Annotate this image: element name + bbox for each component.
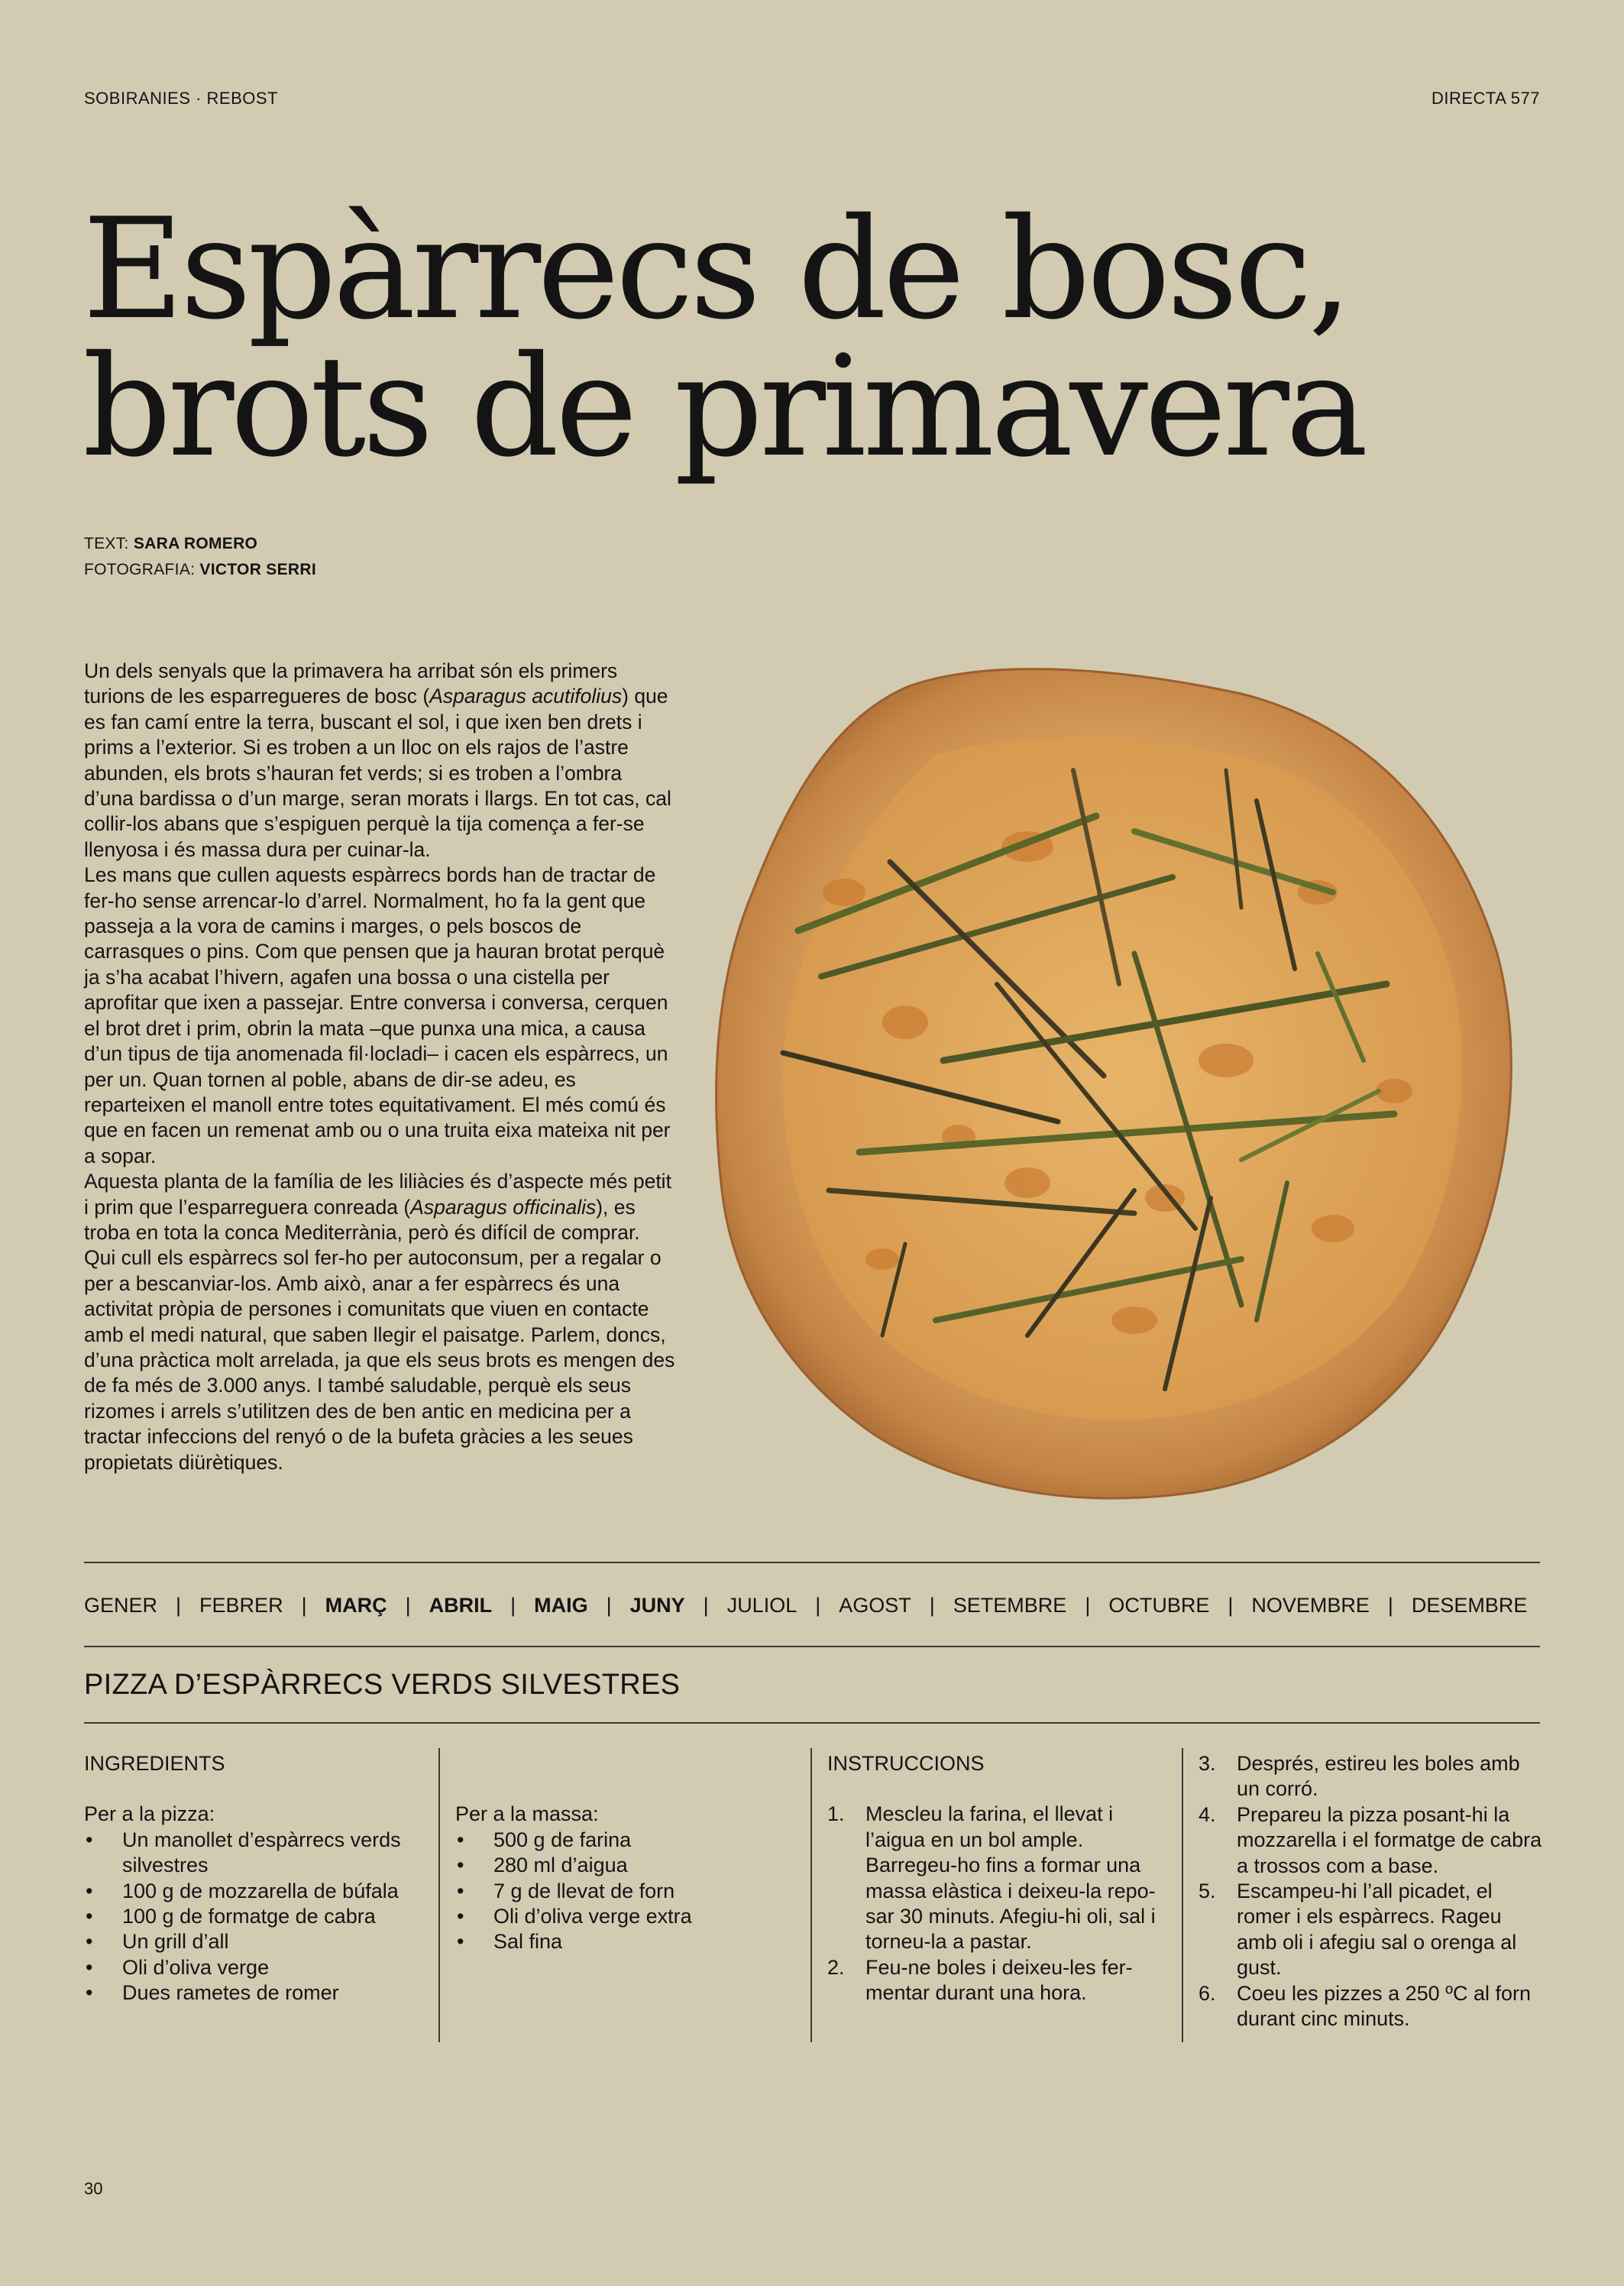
- page-number: 30: [84, 2179, 103, 2198]
- step-text: Mescleu la farina, el llevat i l’aigua en un bol ample. Barregeu-ho fins a formar una massa elàstica i deixeu-la repo-sar 30 minuts. Afegiu-hi oli, sal i torneu-la a pastar.: [865, 1802, 1156, 1954]
- instruction-step: [827, 1955, 1175, 2006]
- month-separator: |: [1387, 1594, 1393, 1617]
- instruction-steps-part-1: [827, 1802, 1175, 2006]
- latin-name: Asparagus acutifolius: [429, 685, 623, 708]
- month-separator: |: [176, 1594, 182, 1617]
- column-divider: [1182, 1748, 1183, 2042]
- instruction-step: [827, 1802, 1175, 1954]
- instructions-column-1: [827, 1751, 1175, 2006]
- ingredient-item: • Sal fina: [455, 1929, 807, 1954]
- ingredient-item: • 7 g de llevat de forn: [455, 1879, 807, 1904]
- issue-label: DIRECTA 577: [1431, 89, 1540, 108]
- month-separator: |: [929, 1594, 935, 1617]
- month-item: NOVEMBRE: [1251, 1594, 1370, 1617]
- month-item: MAIG: [534, 1594, 588, 1617]
- ingredient-item: • 100 g de mozzarella de búfala: [84, 1879, 435, 1904]
- article-paragraph-3: Aquesta planta de la família de les liliàcies és d’aspecte més petit i prim que l’esparreguera conreada (Asparagus officinalis), es troba en tota la conca Mediterrània, però és difícil de comprar. Qui cull els espàrrecs sol fer-ho per autoconsum, per a regalar o per a bescanviar-los. Amb això, anar a fer espàrrecs és una activitat pròpia de persones i comunitats que viuen en contacte amb el medi natural, que saben llegir el paisatge. Parlem, doncs, d’una pràctica molt arrelada, ja que els seus brots es mengen des de fa més de 3.000 anys. I també saludable, perquè els seus rizomes i arrels s’utilitzen des de ben antic en medicina per a tractar infeccions del renyó o de la bufeta gràcies a les seues propietats diürètiques.: [84, 1170, 675, 1474]
- recipe-title-rule: [84, 1722, 1540, 1724]
- ingredient-item: • 280 ml d’aigua: [455, 1853, 807, 1878]
- ingredient-item: • Oli d’oliva verge extra: [455, 1904, 807, 1929]
- photographer-name: VICTOR SERRI: [199, 561, 316, 578]
- month-item: ABRIL: [429, 1594, 493, 1617]
- pizza-photo: [707, 663, 1516, 1513]
- credit-text-label: TEXT:: [84, 535, 129, 552]
- month-item: AGOST: [839, 1594, 911, 1617]
- month-separator: |: [405, 1594, 411, 1617]
- ingredient-item: • Dues rametes de romer: [84, 1980, 435, 2006]
- step-text: Escampeu-hi l’all picadet, el romer i els espàrrecs. Rageu amb oli i afegiu sal o orenga al gust.: [1237, 1880, 1517, 1980]
- article-paragraph-2: Les mans que cullen aquests espàrrecs bords han de tractar de fer-ho sense arrencar-lo d’arrel. Normalment, ho fa la gent que passeja a la vora de camins i marges, o pels boscos de carrasques o pins. Com que pensen que ja hauran brotat perquè ja s’ha acabat l’hivern, agafen una bossa o una cistella per aprofitar que ixen a passejar. Entre conversa i conversa, cerquen el brot dret i prim, obrin la mata –que punxa una mica, a causa d’un tipus de tija anomenada fil·locladi– i cacen els espàrrecs, un per un. Quan tornen al poble, abans de dir-se adeu, es reparteixen el manoll entre totes equitativament. El més comú és que en facen un remenat amb ou o una truita eixa mateixa nit per a sopar.: [84, 863, 671, 1167]
- pizza-ingredients-list: [84, 1828, 435, 2006]
- headline: [82, 188, 1457, 487]
- article-body: [84, 659, 676, 1475]
- ingredients-pizza-column: [84, 1751, 435, 2006]
- instruction-steps-part-2: [1199, 1751, 1542, 2032]
- step-text: Prepareu la pizza posant-hi la mozzarella i el formatge de cabra a trossos com a base.: [1237, 1802, 1542, 1877]
- section-label: SOBIRANIES · REBOST: [84, 89, 278, 108]
- recipe-title: PIZZA D’ESPÀRRECS VERDS SILVESTRES: [84, 1669, 681, 1701]
- dough-ingredients-heading: Per a la massa:: [455, 1802, 599, 1826]
- month-separator: |: [1085, 1594, 1091, 1617]
- month-item: GENER: [84, 1594, 158, 1617]
- latin-name: Asparagus officinalis: [410, 1195, 597, 1219]
- ingredient-item: • Un manollet d’espàrrecs verds silvestres: [84, 1828, 435, 1879]
- month-separator: |: [606, 1594, 612, 1617]
- instruction-step: [1199, 1981, 1542, 2032]
- author-name: SARA ROMERO: [133, 535, 258, 552]
- ingredient-item: • Oli d’oliva verge: [84, 1955, 435, 1980]
- instructions-column-2: [1199, 1751, 1542, 2032]
- headline-line-1: Espàrrecs de bosc,: [82, 188, 1349, 350]
- column-divider: [810, 1748, 812, 2042]
- headline-line-2: brots de primavera: [82, 325, 1365, 487]
- column-divider: [438, 1748, 440, 2042]
- month-separator: |: [703, 1594, 709, 1617]
- months-bottom-rule: [84, 1646, 1540, 1647]
- credit-text: [84, 535, 257, 553]
- month-item: JUNY: [629, 1594, 685, 1617]
- instruction-step: [1199, 1802, 1542, 1879]
- month-separator: |: [510, 1594, 516, 1617]
- month-item: FEBRER: [199, 1594, 283, 1617]
- ingredients-dough-column: [455, 1751, 807, 1955]
- instruction-step: [1199, 1879, 1542, 1981]
- step-number: 3.: [1199, 1752, 1216, 1775]
- step-number: 4.: [1199, 1802, 1216, 1826]
- step-text: Després, estireu les boles amb un corró.: [1237, 1752, 1520, 1801]
- month-item: SETEMBRE: [953, 1594, 1067, 1617]
- ingredients-heading: INGREDIENTS: [84, 1752, 225, 1775]
- ingredient-item: • Un grill d’all: [84, 1929, 435, 1954]
- step-number: 5.: [1199, 1880, 1216, 1903]
- month-item: JULIOL: [726, 1594, 797, 1617]
- month-item: DESEMBRE: [1411, 1594, 1528, 1617]
- credit-photo-label: FOTOGRAFIA:: [84, 561, 196, 578]
- month-item: OCTUBRE: [1108, 1594, 1210, 1617]
- step-text: Coeu les pizzes a 250 ºC al forn durant cinc minuts.: [1237, 1981, 1532, 2031]
- dough-ingredients-list: [455, 1828, 807, 1955]
- ingredient-item: • 500 g de farina: [455, 1828, 807, 1853]
- credit-photo: [84, 561, 316, 579]
- step-text: Feu-ne boles i deixeu-les fer-mentar durant una hora.: [865, 1955, 1133, 2005]
- article-paragraph-1: Un dels senyals que la primavera ha arribat són els primers turions de les esparregueres de bosc (Asparagus acutifolius) que es fan camí entre la terra, buscant el sol, i que ixen ben drets i prims a l’exterior. Si es troben a un lloc on els rajos de l’astre abunden, els brots s’hauran fet verds; si es troben a l’ombra d’una bardissa o d’un marge, seran morats i llargs. En tot cas, cal collir-los abans que s’espiguen perquè la tija comença a fer-se llenyosa i és massa dura per cuinar-la.: [84, 659, 671, 861]
- ingredient-item: • 100 g de formatge de cabra: [84, 1904, 435, 1929]
- month-separator: |: [1228, 1594, 1234, 1617]
- instruction-step: [1199, 1751, 1542, 1802]
- season-months-bar: [84, 1594, 1540, 1617]
- step-number: 2.: [827, 1955, 845, 1979]
- months-top-rule: [84, 1562, 1540, 1563]
- step-number: 1.: [827, 1802, 845, 1826]
- month-separator: |: [815, 1594, 821, 1617]
- month-separator: |: [301, 1594, 307, 1617]
- month-item: MARÇ: [325, 1594, 387, 1617]
- instructions-heading: INSTRUCCIONS: [827, 1752, 985, 1775]
- step-number: 6.: [1199, 1981, 1216, 2005]
- pizza-ingredients-heading: Per a la pizza:: [84, 1802, 215, 1826]
